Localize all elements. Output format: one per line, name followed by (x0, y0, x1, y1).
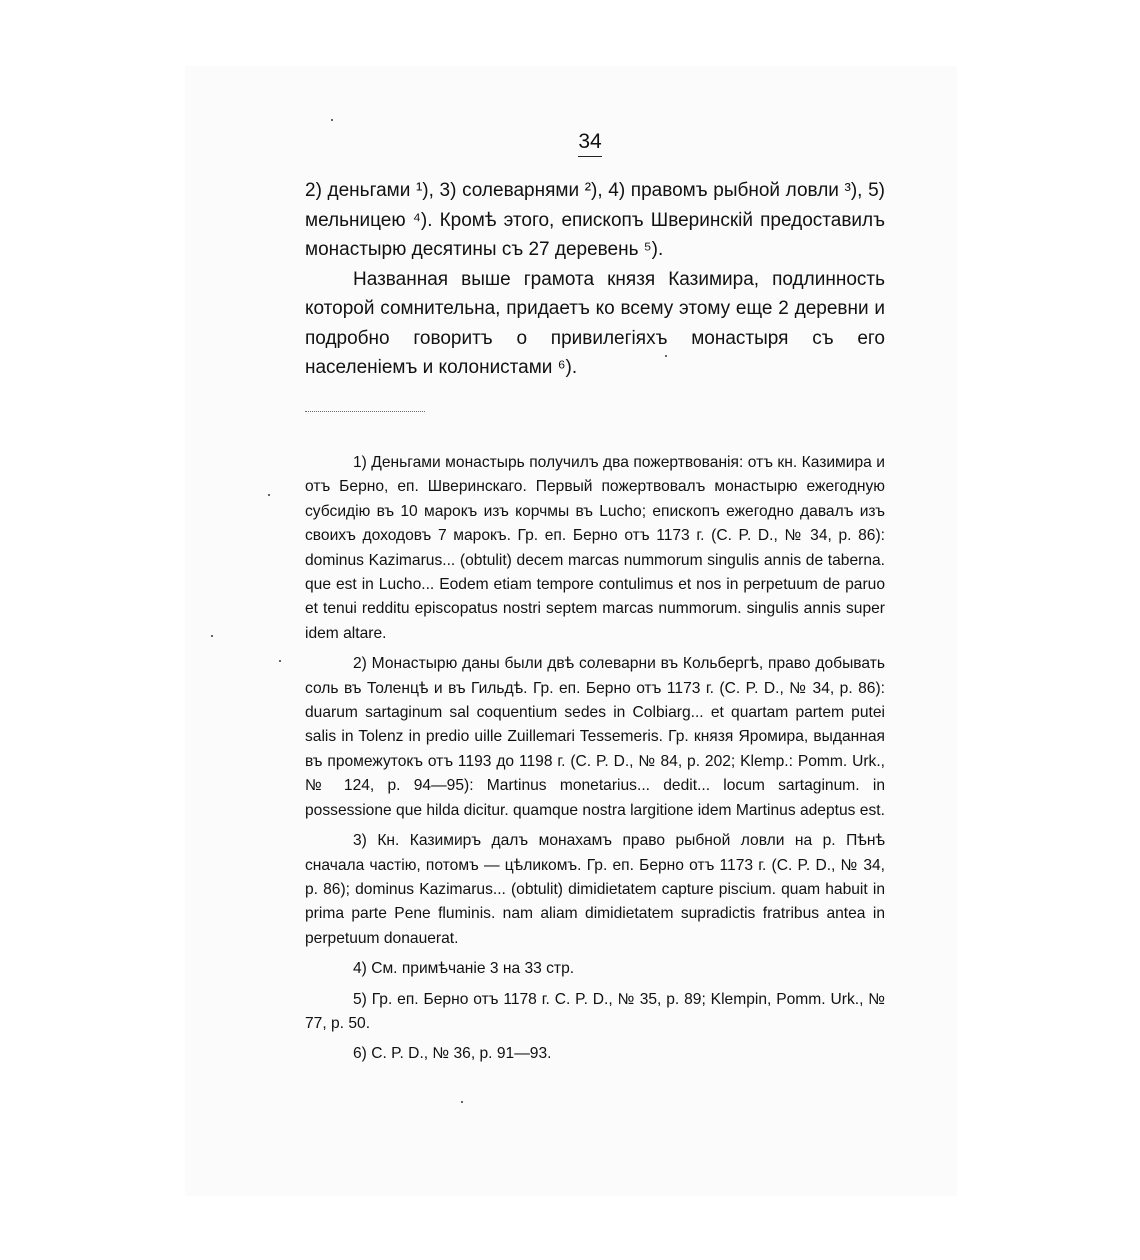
footnote-5: 5) Гр. еп. Берно отъ 1178 г. C. P. D., № 35, p. 89; Klempin, Pomm. Urk., № 77, p. 50. (305, 990, 885, 1032)
footnote-3: 3) Кн. Казимиръ далъ монахамъ право рыбной ловли на р. Пѣнѣ сначала частію, потомъ — цѣликомъ. Гр. еп. Берно отъ 1173 г. (C. P. D., № 34, p. 86); dominus Kazimarus... (obtulit) dimidietatem capture piscium. quam habuit in prima parte Pene fluminis. nam aliam dimidietatem supradictis fratribus antea in perpetuum donauerat. (305, 832, 885, 947)
footnote-4: 4) См. примѣчаніе 3 на 33 стр. (353, 960, 575, 978)
scan-speck (211, 635, 213, 637)
footnotes (305, 451, 885, 1073)
main-paragraph-1: 2) деньгами ¹), 3) солеварнями ²), 4) правомъ рыбной ловли ³), 5) мельницею ⁴). Кромѣ этого, епископъ Шверинскій предоставилъ монастырю десятины съ 27 деревень ⁵). (305, 180, 885, 260)
scan-speck (331, 119, 333, 121)
footnote-separator (305, 411, 425, 413)
scan-speck (268, 494, 270, 496)
main-text (305, 176, 885, 383)
footnote-6: 6) C. P. D., № 36, p. 91—93. (353, 1045, 552, 1063)
scan-speck (665, 355, 667, 357)
footnote-1: 1) Деньгами монастырь получилъ два пожертвованія: отъ кн. Казимира и отъ Берно, еп. Шверинскаго. Первый пожертвовалъ монастырю ежегодную субсидію въ 10 марокъ изъ корчмы въ Lucho; епископъ ежегодно давалъ изъ своихъ доходовъ 7 марокъ. Гр. еп. Берно отъ 1173 г. (C. P. D., № 34, p. 86): dominus Kazimarus... (obtulit) decem marcas nummorum singulis annis de taberna. que est in Lucho... Eodem etiam tempore contulimus et nos in perpetuum de paruo et tenui redditu episcopatus nostri septem marcas nummorum. singulis annis super idem altare. (305, 454, 885, 642)
footnote-2: 2) Монастырю даны были двѣ солеварни въ Кольбергѣ, право добывать соль въ Толенцѣ и въ Гильдѣ. Гр. еп. Берно отъ 1173 г. (C. P. D., № 34, p. 86): duarum sartaginum sal coquentium sedes in Colbiarg... et quartam partem putei salis in Tolenz in predio uille Zuillemari Tessemeris. Гр. князя Яромира, выданная въ промежутокъ отъ 1193 до 1198 г. (C. P. D., № 84, p. 202; Klemp.: Pomm. Urk., № 124, p. 94—95): Martinus monetarius... dedit... locum sartaginum. in possessione que hilda dicitur. quamque nostra largitione idem Martinus adeptus est. (305, 655, 885, 819)
page-number: 34 (578, 130, 602, 153)
main-paragraph-2: Названная выше грамота князя Казимира, подлинность которой сомнительна, придаетъ ко всему этому еще 2 деревни и подробно говоритъ о привилегіяхъ монастыря съ его населеніемъ и колонистами ⁶). (305, 268, 885, 378)
scan-speck (461, 1101, 463, 1103)
scan-speck (279, 660, 281, 662)
page-number-underline (578, 156, 602, 157)
